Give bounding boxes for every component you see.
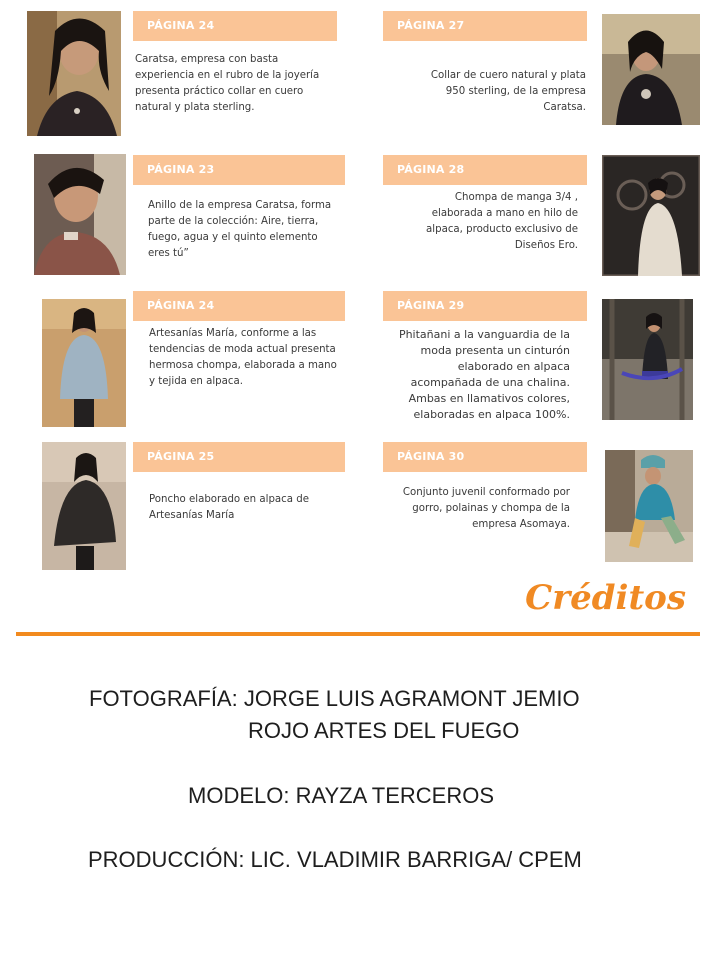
page-label-bar: PÁGINA 24 [133,11,337,41]
photo-model-poncho [42,442,126,570]
credits-heading: Créditos [525,578,686,618]
credit-production: PRODUCCIÓN: LIC. VLADIMIR BARRIGA/ CPEM [88,847,582,872]
photo-model-necklace-leather [27,11,121,136]
entry-description: Artesanías María, conforme a las tendencias de moda actual presenta hermosa chompa, elaborada a mano y tejida en alpaca. [149,328,337,387]
photo-model-ring [34,154,126,275]
entry-description: Phitañani a la vanguardia de la moda presenta un cinturón elaborado en alpaca acompañada de una chalina. Ambas en llamativos colores, elaboradas en alpaca 100%. [398,328,570,421]
page-label-bar: PÁGINA 28 [383,155,587,185]
orange-divider [16,632,700,636]
entry-description: Anillo de la empresa Caratsa, forma parte de la colección: Aire, tierra, fuego, agua y el quinto elemento eres tú” [148,200,332,259]
photo-model-alpaca-sweater [602,155,700,276]
page-label-bar: PÁGINA 29 [383,291,587,321]
entry-description: Poncho elaborado en alpaca de Artesanías María [149,494,309,521]
entry-description: Conjunto juvenil conformado por gorro, polainas y chompa de la empresa Asomaya. [402,487,570,530]
entry-description: Caratsa, empresa con basta experiencia en el rubro de la joyería presenta práctico collar en cuero natural y plata sterling. [135,54,320,113]
page-label-bar: PÁGINA 23 [133,155,345,185]
page-label-bar: PÁGINA 27 [383,11,587,41]
entry-description: Chompa de manga 3/4 , elaborada a mano en hilo de alpaca, producto exclusivo de Diseños Ero. [426,192,578,251]
photo-model-hat-leggings [605,450,693,562]
credit-photography-line-1: FOTOGRAFÍA: JORGE LUIS AGRAMONT JEMIO [89,686,580,711]
credit-photography-line-2: ROJO ARTES DEL FUEGO [248,718,520,743]
page-label-bar: PÁGINA 25 [133,442,345,472]
photo-model-belt-shawl [602,299,693,420]
photo-model-necklace-silver [602,14,700,125]
credit-model: MODELO: RAYZA TERCEROS [188,783,495,808]
page-label-bar: PÁGINA 30 [383,442,587,472]
photo-model-blue-chompa [42,299,126,427]
entry-description: Collar de cuero natural y plata 950 sterling, de la empresa Caratsa. [430,70,586,113]
page-label-bar: PÁGINA 24 [133,291,345,321]
